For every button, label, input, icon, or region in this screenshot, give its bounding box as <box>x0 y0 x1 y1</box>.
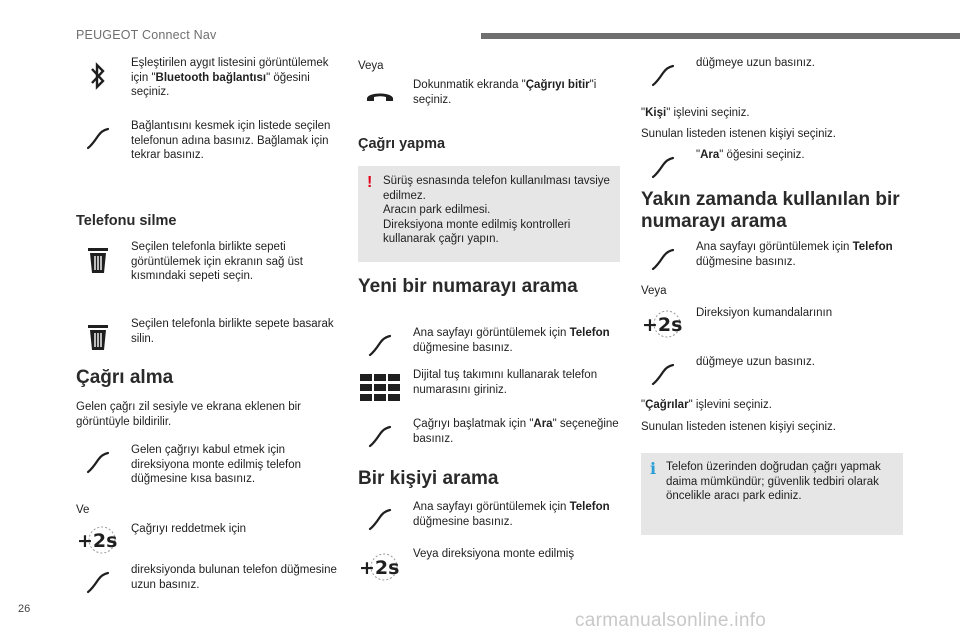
select-person-bold: Kişi <box>645 107 667 119</box>
tap-stroke-icon <box>358 504 402 536</box>
bt-text-pre: Eşleştirilen aygıt listesini görüntülemek için " <box>131 57 329 84</box>
long-press-text: düğmeye uzun basınız. <box>696 57 815 69</box>
two-seconds-icon <box>641 308 685 340</box>
warning-icon: ! <box>367 174 373 191</box>
recent-step-1-text <box>696 240 903 269</box>
header-title: PEUGEOT Connect Nav <box>76 28 217 42</box>
watermark: carmanualsonline.info <box>575 610 767 631</box>
calls-pre: " <box>641 399 646 411</box>
nn-step3-bold: Ara <box>533 418 553 430</box>
page-number: 26 <box>18 603 31 615</box>
new-number-step-2-text: Dijital tuş takımını kullanarak telefon numarasını giriniz. <box>413 369 598 396</box>
select-person-text <box>641 106 750 121</box>
end-call-post: "i seçiniz. <box>413 79 597 106</box>
select-calls-text <box>641 398 772 413</box>
and-text: Ve <box>76 504 90 516</box>
nn-step1-post: düğmesine basınız. <box>413 341 513 354</box>
or-text: Veya <box>358 60 384 72</box>
delete-step-1-text: Seçilen telefonla birlikte sepeti görüntülemek için ekranın sağ üst kısmındaki sepeti seçin. <box>131 241 303 282</box>
recent-number-heading: Yakın zamanda kullanılan bir numarayı arama <box>641 189 900 232</box>
tap-stroke-icon <box>76 567 120 599</box>
calls-post: " işlevini seçiniz. <box>688 399 772 411</box>
info-text: Telefon üzerinden doğrudan çağrı yapmak daima mümkündür; güvenlik tedbiri olarak öncelikle aracı park ediniz. <box>666 461 881 502</box>
c-step1-pre: Ana sayfayı görüntülemek için <box>413 501 570 513</box>
call-receive-intro: Gelen çağrı zil sesiyle ve ekrana eklenen bir görüntüyle bildirilir. <box>76 401 302 428</box>
select-person-pre: " <box>641 107 646 119</box>
new-number-heading: Yeni bir numarayı arama <box>358 276 578 297</box>
warning-text: Sürüş esnasında telefon kullanılması tavsiye edilmez. Aracın park edilmesi. Direksiyona monte edilmiş kontrolleri kullanarak çağrı yapın. <box>383 175 610 245</box>
c-step1-post: düğmesine basınız. <box>413 515 513 528</box>
end-call-pre: Dokunmatik ekranda " <box>413 79 526 91</box>
nn-step1-bold: Telefon <box>569 327 610 339</box>
delete-step-2-text: Seçilen telefonla birlikte sepete basarak silin. <box>131 318 334 345</box>
bt-text-bold: Bluetooth bağlantısı <box>155 71 267 84</box>
trash-icon <box>76 244 120 276</box>
tap-stroke-icon <box>641 359 685 391</box>
info-box <box>641 453 903 535</box>
two-seconds-label: +2s <box>77 530 118 552</box>
hang-up-icon <box>358 80 402 112</box>
c-step1-bold: Telefon <box>569 501 610 513</box>
new-number-step-1-text <box>413 326 620 355</box>
select-call-bold: Ara <box>700 149 720 161</box>
contact-step-1-text <box>413 500 620 529</box>
tap-stroke-icon <box>76 123 120 155</box>
r-step1-post: düğmesine basınız. <box>696 255 796 268</box>
tap-stroke-icon <box>358 330 402 362</box>
disconnect-text: Bağlantısını kesmek için listede seçilen telefonun adına basınız. Bağlamak için tekrar basınız. <box>131 120 331 161</box>
or-text-2: Veya <box>641 285 667 297</box>
new-number-step-3-text <box>413 417 620 446</box>
calls-bold: Çağrılar <box>645 399 689 411</box>
nn-step3-pre: Çağrıyı başlatmak için " <box>413 418 534 430</box>
make-call-heading: Çağrı yapma <box>358 136 446 152</box>
select-person-post: " işlevini seçiniz. <box>666 107 750 119</box>
nn-step1-pre: Ana sayfayı görüntülemek için <box>413 327 570 339</box>
keypad-icon <box>358 372 402 404</box>
reject-text: Çağrıyı reddetmek için <box>131 523 247 535</box>
two-seconds-label: +2s <box>642 314 683 336</box>
select-call-pre: " <box>696 149 701 161</box>
call-receive-heading: Çağrı alma <box>76 367 174 388</box>
select-call-text <box>696 148 903 163</box>
tap-stroke-icon <box>358 421 402 453</box>
two-seconds-label: +2s <box>359 557 400 579</box>
steering-text: Direksiyon kumandalarının <box>696 307 833 319</box>
warning-box <box>358 166 620 262</box>
select-from-list-2-text: Sunulan listeden istenen kişiyi seçiniz. <box>641 421 836 433</box>
end-call-text <box>413 78 620 107</box>
two-seconds-icon <box>358 551 402 583</box>
two-seconds-icon <box>76 524 120 556</box>
trash-icon <box>76 321 120 353</box>
bluetooth-icon <box>76 60 120 92</box>
tap-stroke-icon <box>641 60 685 92</box>
end-call-bold: Çağrıyı bitir <box>525 79 590 91</box>
tap-stroke-icon <box>641 152 685 184</box>
contact-call-heading: Bir kişiyi arama <box>358 468 499 489</box>
long-press-2-text: düğmeye uzun basınız. <box>696 356 815 368</box>
bluetooth-step-text <box>131 56 338 100</box>
r-step1-bold: Telefon <box>852 241 893 253</box>
delete-phone-heading: Telefonu silme <box>76 213 177 229</box>
reject-cont-text: direksiyonda bulunan telefon düğmesine uzun basınız. <box>131 564 337 591</box>
tap-stroke-icon <box>76 447 120 479</box>
contact-step-2-text: Veya direksiyona monte edilmiş <box>413 548 575 560</box>
select-call-post: " öğesini seçiniz. <box>719 149 805 161</box>
r-step1-pre: Ana sayfayı görüntülemek için <box>696 241 853 253</box>
tap-stroke-icon <box>641 244 685 276</box>
select-from-list-text: Sunulan listeden istenen kişiyi seçiniz. <box>641 128 836 140</box>
header-bar <box>481 33 960 39</box>
bt-text-post: " öğesini seçiniz. <box>131 71 310 98</box>
nn-step3-post: " seçeneğine basınız. <box>413 418 619 445</box>
info-icon: i <box>650 459 657 478</box>
accept-text: Gelen çağrıyı kabul etmek için direksiyona monte edilmiş telefon düğmesine kısa basınız. <box>131 444 302 485</box>
